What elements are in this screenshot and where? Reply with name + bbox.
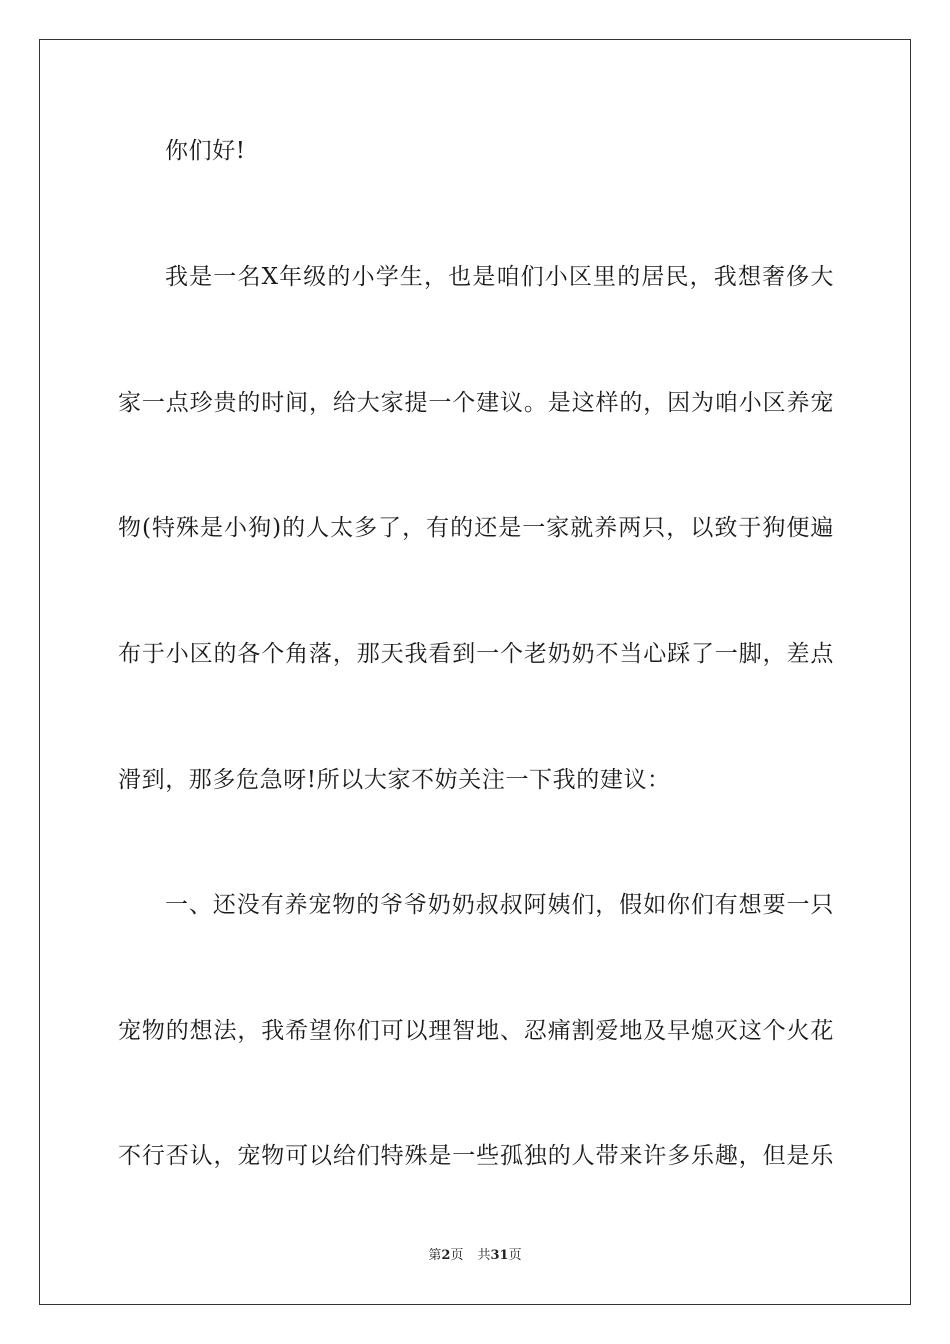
page-border: [39, 39, 911, 1305]
paragraph-2-line-2: 宠物的想法，我希望你们可以理智地、忍痛割爱地及早熄灭这个火花: [118, 1018, 834, 1044]
page-suffix: 页: [450, 1248, 464, 1263]
paragraph-2-line-1: 一、还没有养宠物的爷爷奶奶叔叔阿姨们，假如你们有想要一只: [165, 892, 834, 918]
total-suffix: 页: [508, 1248, 522, 1263]
paragraph-2-line-3: 不行否认，宠物可以给们特殊是一些孤独的人带来许多乐趣，但是乐: [118, 1143, 834, 1169]
page-current: 2: [441, 1248, 451, 1263]
total-prefix: 共: [477, 1248, 491, 1263]
page-total: 31: [490, 1248, 509, 1263]
paragraph-1-line-2: 家一点珍贵的时间，给大家提一个建议。是这样的，因为咱小区养宠: [118, 390, 834, 416]
paragraph-1-line-4: 布于小区的各个角落，那天我看到一个老奶奶不当心踩了一脚，差点: [118, 641, 834, 667]
paragraph-1-line-1: 我是一名X年级的小学生，也是咱们小区里的居民，我想奢侈大: [165, 264, 834, 290]
paragraph-1-line-3: 物(特殊是小狗)的人太多了，有的还是一家就养两只，以致于狗便遍: [118, 515, 834, 541]
greeting-line: 你们好!: [165, 138, 246, 164]
page-prefix: 第: [428, 1248, 442, 1263]
page-footer: [0, 1247, 950, 1265]
paragraph-1-line-5: 滑到，那多危急呀!所以大家不妨关注一下我的建议：: [118, 767, 671, 793]
